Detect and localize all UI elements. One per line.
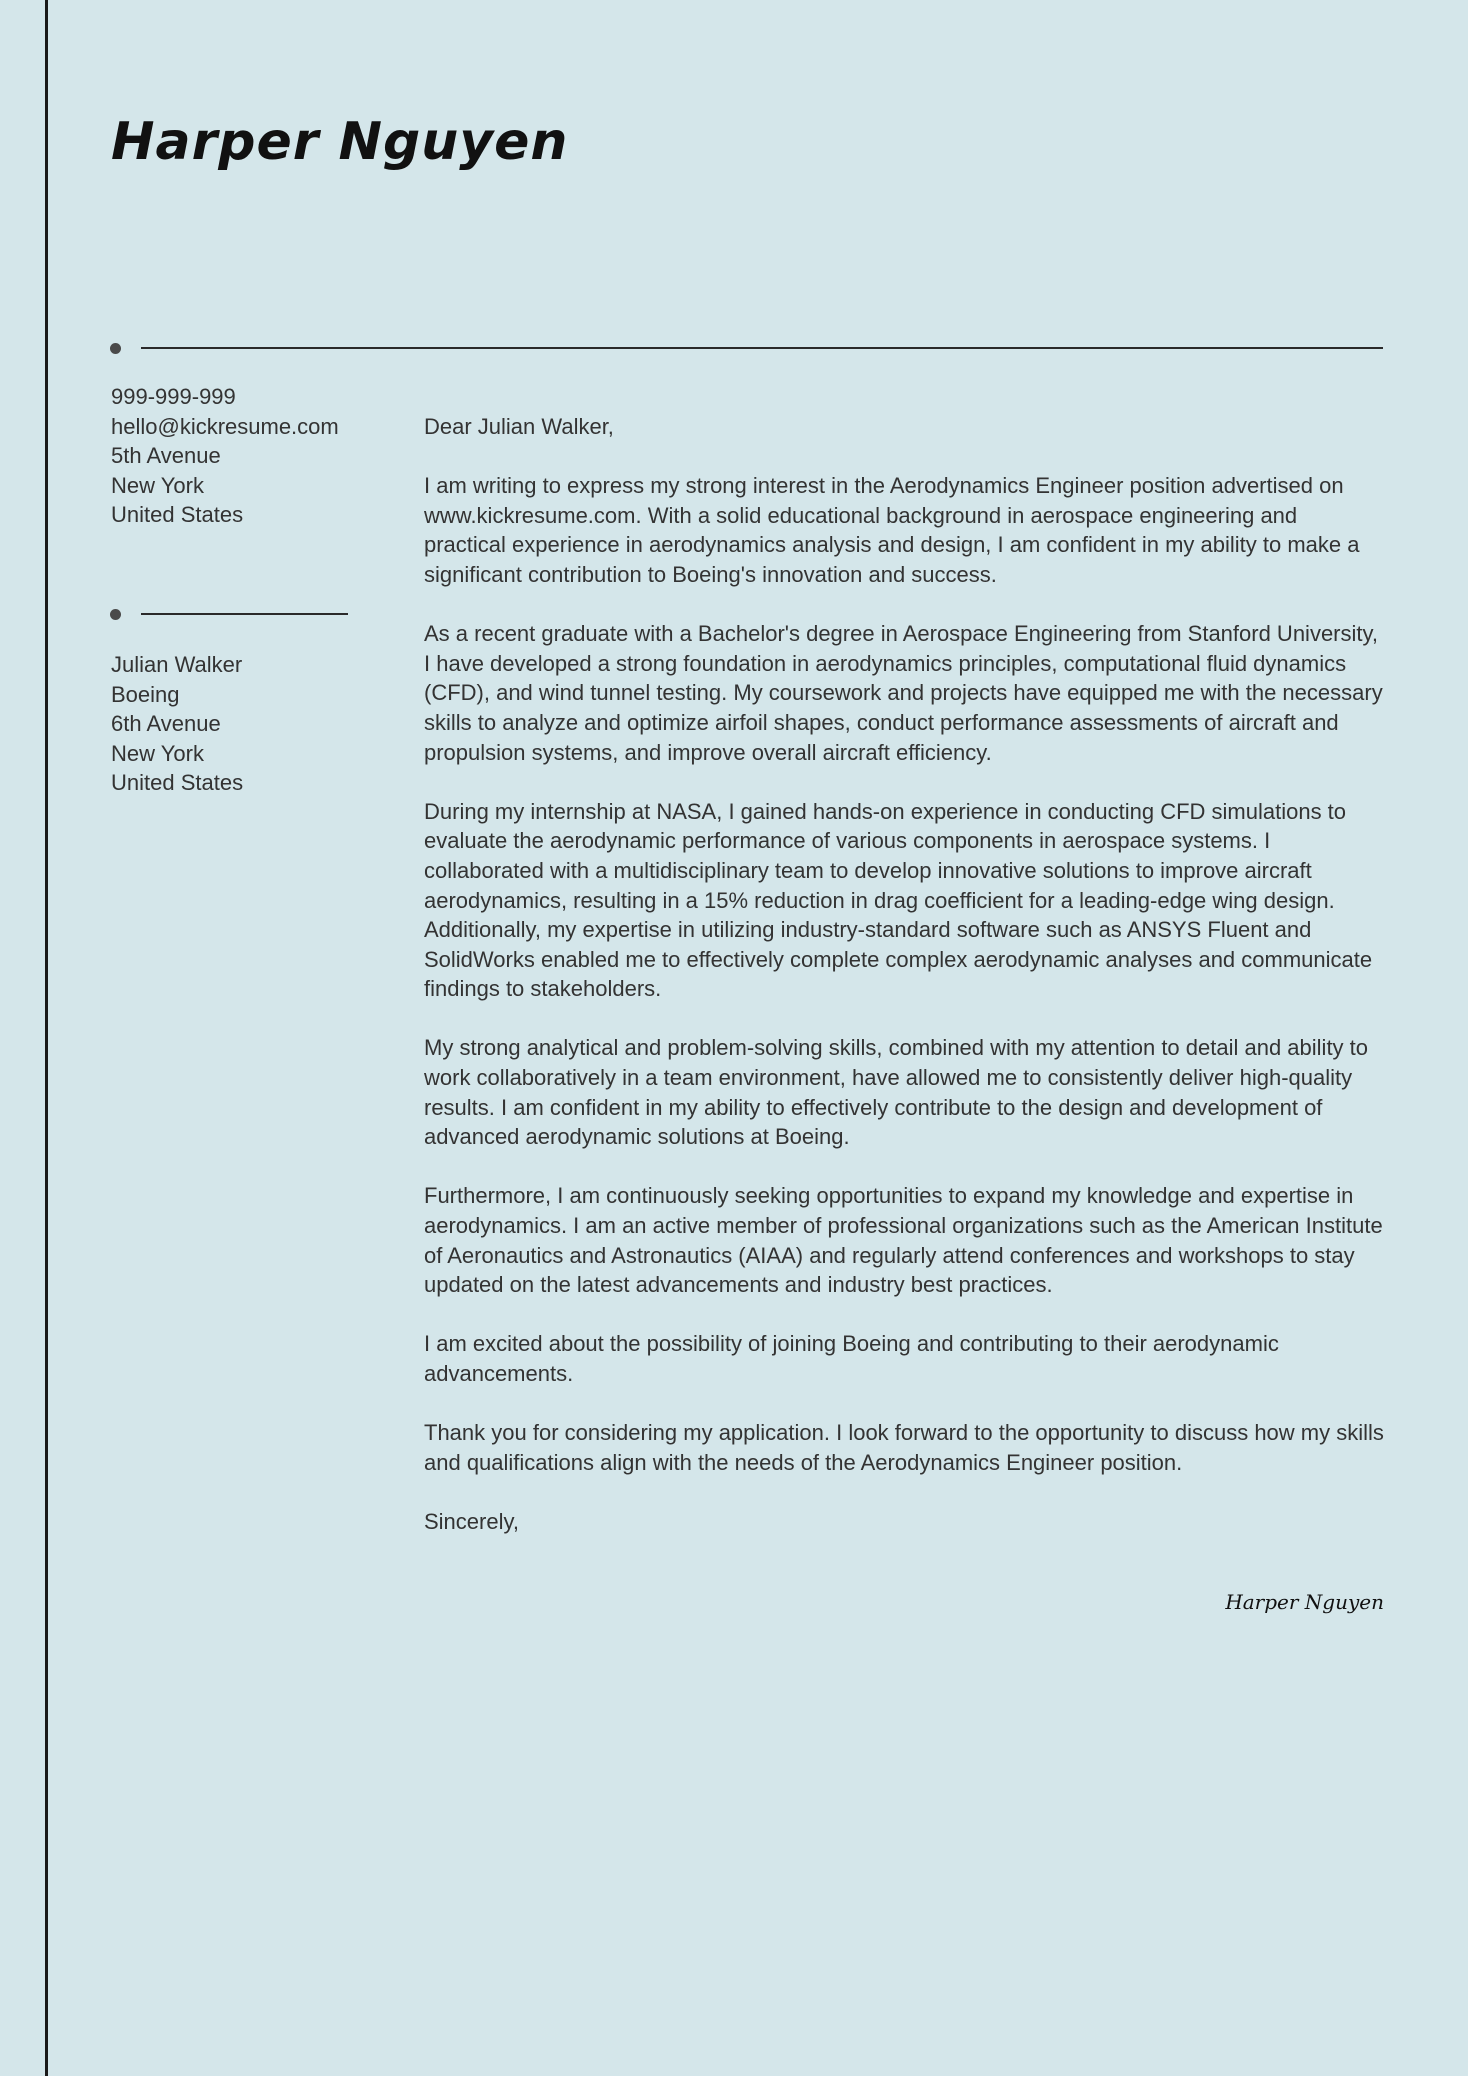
sender-email: hello@kickresume.com	[111, 413, 339, 439]
top-divider-dot	[110, 343, 121, 354]
sender-country: United States	[111, 502, 244, 528]
recipient-name: Julian Walker	[111, 652, 243, 677]
recipient-country: United States	[111, 770, 244, 796]
letter-closing: Sincerely,	[424, 1508, 519, 1534]
letter-paragraph: I am excited about the possibility of joining Boeing and contributing to their aerodynamic advancements.	[424, 1331, 1279, 1386]
recipient-street: 6th Avenue	[111, 711, 221, 737]
letter-paragraph: Thank you for considering my application. I look forward to the opportunity to discuss how my skills and qualifications align with the needs of the Aerodynamics Engineer position.	[424, 1420, 1384, 1475]
signature: Harper Nguyen	[1225, 1590, 1384, 1614]
applicant-name: Harper Nguyen	[111, 112, 569, 172]
sender-street: 5th Avenue	[111, 443, 221, 469]
letter-greeting: Dear Julian Walker,	[424, 414, 614, 439]
top-divider-line	[141, 347, 1383, 349]
sidebar-divider-dot	[110, 609, 121, 620]
letter-paragraph: My strong analytical and problem-solving skills, combined with my attention to detail and ability to work collaboratively in a team environment, have allowed me to consistently deliver high-quality results. I am confident in my ability to effectively contribute to the design and development of advanced aerodynamic solutions at Boeing.	[424, 1035, 1369, 1150]
letter-paragraph: Furthermore, I am continuously seeking opportunities to expand my knowledge and expertise in aerodynamics. I am an active member of professional organizations such as the American Institute of Aeronautics and Astronautics (AIAA) and regularly attend conferences and workshops to stay updated on the latest advancements and industry best practices.	[424, 1183, 1383, 1298]
letter-body	[424, 412, 1384, 1566]
sender-city: New York	[111, 472, 204, 498]
left-border-line	[45, 0, 48, 2076]
letter-paragraph: As a recent graduate with a Bachelor's degree in Aerospace Engineering from Stanford University, I have developed a strong foundation in aerodynamics principles, computational fluid dynamics (CFD), and wind tunnel testing. My coursework and projects have equipped me with the necessary skills to analyze and optimize airfoil shapes, conduct performance assessments of aircraft and propulsion systems, and improve overall aircraft efficiency.	[424, 621, 1383, 765]
sidebar-divider-line	[141, 613, 348, 615]
recipient-city: New York	[111, 740, 204, 766]
sender-phone: 999-999-999	[111, 384, 236, 409]
sender-contact	[111, 382, 339, 530]
letter-paragraph: I am writing to express my strong interest in the Aerodynamics Engineer position advertised on www.kickresume.com. With a solid educational background in aerospace engineering and practical experience in aerodynamics analysis and design, I am confident in my ability to make a significant contribution to Boeing's innovation and success.	[424, 473, 1360, 587]
letter-paragraph: During my internship at NASA, I gained hands-on experience in conducting CFD simulations to evaluate the aerodynamic performance of various components in aerospace systems. I collaborated with a multidisciplinary team to develop innovative solutions to improve aircraft aerodynamics, resulting in a 15% reduction in drag coefficient for a leading-edge wing design. Additionally, my expertise in utilizing industry-standard software such as ANSYS Fluent and SolidWorks enabled me to effectively complete complex aerodynamic analyses and communicate findings to stakeholders.	[424, 798, 1373, 1002]
recipient-company: Boeing	[111, 681, 180, 707]
recipient-address	[111, 650, 243, 798]
